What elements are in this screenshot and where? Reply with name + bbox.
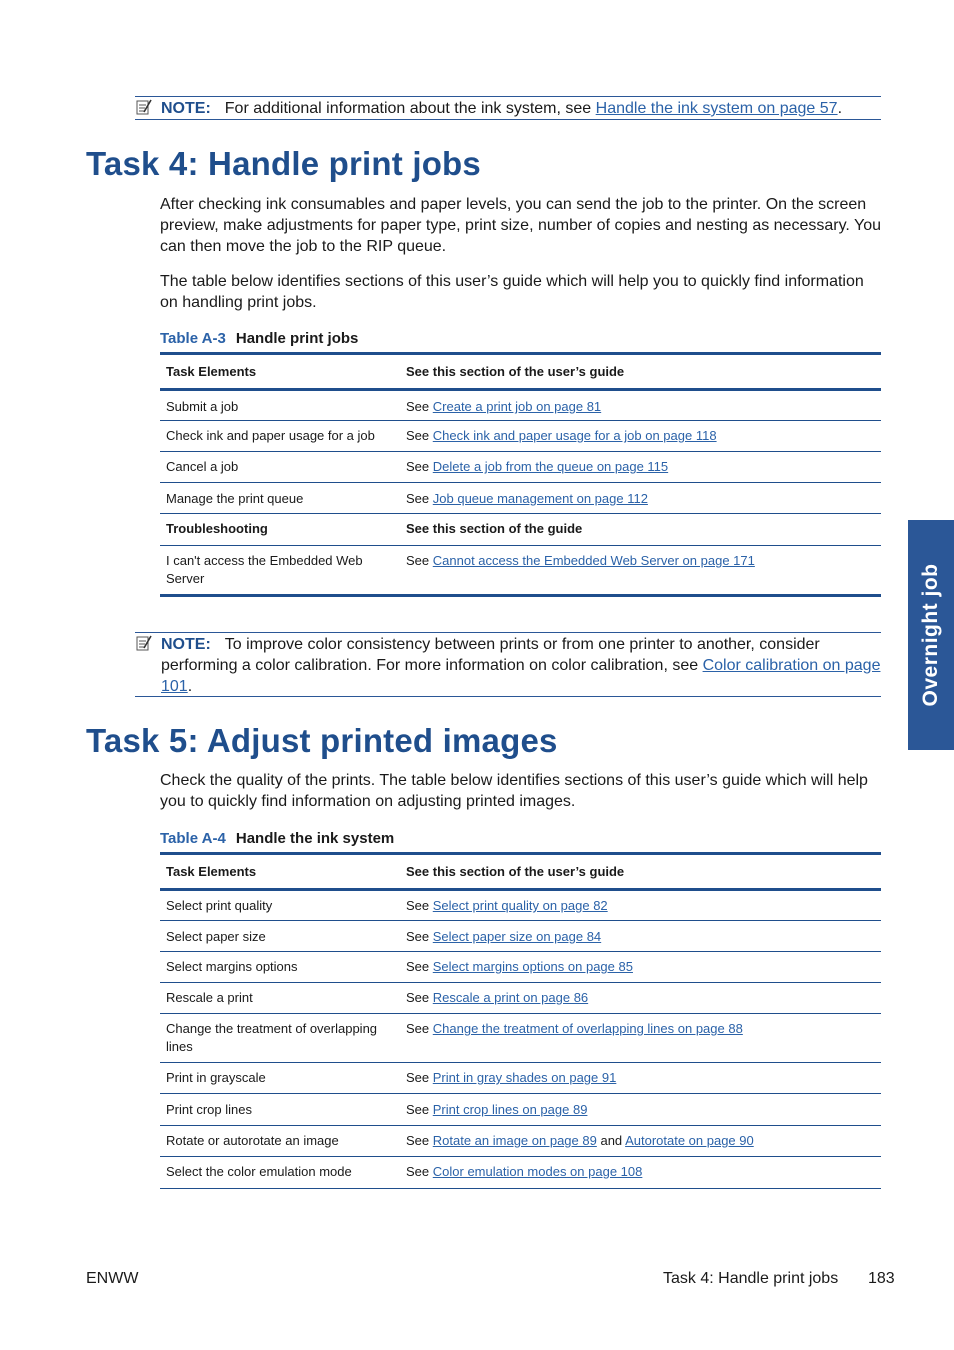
see-label: See bbox=[406, 990, 430, 1005]
caption-number: Table A-4 bbox=[160, 830, 226, 847]
note-label: NOTE: bbox=[161, 100, 211, 117]
section-link[interactable]: Check ink and paper usage for a job on page 118 bbox=[432, 428, 717, 443]
table-row bbox=[160, 390, 881, 421]
table-a3-caption bbox=[160, 330, 358, 347]
task-cell: Change the treatment of overlapping lines bbox=[160, 1014, 400, 1063]
task-cell: Print in grayscale bbox=[160, 1063, 400, 1094]
table-a4-caption bbox=[160, 830, 394, 847]
section-link[interactable]: Cannot access the Embedded Web Server on page 171 bbox=[432, 553, 755, 568]
table-row bbox=[160, 1157, 881, 1189]
section-link[interactable]: Job queue management on page 112 bbox=[432, 491, 648, 506]
note-link[interactable]: Handle the ink system on page 57 bbox=[595, 100, 838, 117]
footer-left: ENWW bbox=[86, 1270, 139, 1287]
col-header-section: See this section of the user’s guide bbox=[400, 354, 881, 390]
table-row bbox=[160, 1126, 881, 1157]
page-number: 183 bbox=[868, 1270, 895, 1287]
see-label: See bbox=[406, 959, 430, 974]
table-row bbox=[160, 983, 881, 1014]
section-link[interactable]: Select print quality on page 82 bbox=[432, 898, 608, 913]
section-link[interactable]: Print crop lines on page 89 bbox=[432, 1102, 588, 1117]
section-link[interactable]: Print in gray shades on page 91 bbox=[432, 1070, 617, 1085]
handle-print-jobs-table bbox=[160, 352, 881, 597]
see-label: See bbox=[406, 1133, 430, 1148]
note-tail: . bbox=[187, 678, 193, 695]
see-label: See bbox=[406, 428, 430, 443]
task-cell: Manage the print queue bbox=[160, 483, 400, 514]
note-link[interactable]: Color calibration on page 101 bbox=[161, 657, 881, 695]
table-row bbox=[160, 1014, 881, 1063]
table-row bbox=[160, 1094, 881, 1126]
see-label: See bbox=[406, 1021, 430, 1036]
section-link[interactable]: Create a print job on page 81 bbox=[432, 399, 602, 414]
and-text: and bbox=[600, 1133, 623, 1148]
task-cell: Select print quality bbox=[160, 890, 400, 921]
table-row bbox=[160, 890, 881, 921]
note-box bbox=[135, 632, 881, 697]
section-link[interactable]: Change the treatment of overlapping lines on page 88 bbox=[432, 1021, 743, 1036]
note-label: NOTE: bbox=[161, 636, 211, 653]
table-row bbox=[160, 952, 881, 983]
see-label: See bbox=[406, 1164, 430, 1179]
see-label: See bbox=[406, 459, 430, 474]
task-cell: Print crop lines bbox=[160, 1094, 400, 1126]
col-header-task: Task Elements bbox=[160, 354, 400, 390]
note-text: To improve color consistency between prints or from one printer to another, consider performing a color calibration. For more information on color calibration, see bbox=[161, 636, 820, 674]
note-icon bbox=[136, 635, 152, 651]
see-label: See bbox=[406, 929, 430, 944]
section-link[interactable]: Select margins options on page 85 bbox=[432, 959, 633, 974]
caption-title: Handle the ink system bbox=[235, 830, 395, 847]
troubleshooting-subheader bbox=[160, 514, 881, 546]
col-header-task: Task Elements bbox=[160, 854, 400, 890]
task-cell: Cancel a job bbox=[160, 452, 400, 483]
table-row bbox=[160, 483, 881, 514]
table-row bbox=[160, 921, 881, 952]
see-label: See bbox=[406, 898, 430, 913]
task4-heading: Task 4: Handle print jobs bbox=[86, 145, 481, 182]
subheader-task: Troubleshooting bbox=[160, 514, 400, 546]
caption-number: Table A-3 bbox=[160, 330, 226, 347]
col-header-section: See this section of the user’s guide bbox=[400, 854, 881, 890]
section-link[interactable]: Rescale a print on page 86 bbox=[432, 990, 589, 1005]
task-cell: Select margins options bbox=[160, 952, 400, 983]
task4-paragraph-1: After checking ink consumables and paper levels, you can send the job to the printer. On the screen preview, make adjustments for paper type, print size, number of copies and nesting as necessary. You can then move the job to the RIP queue. bbox=[160, 196, 881, 255]
see-label: See bbox=[406, 553, 430, 568]
section-link-2[interactable]: Autorotate on page 90 bbox=[625, 1133, 754, 1148]
see-label: See bbox=[406, 1102, 430, 1117]
task-cell: Rotate or autorotate an image bbox=[160, 1126, 400, 1157]
adjust-images-table bbox=[160, 852, 881, 1189]
subheader-section: See this section of the guide bbox=[400, 514, 881, 546]
chapter-side-tab bbox=[908, 520, 954, 750]
table-row bbox=[160, 1063, 881, 1094]
task-cell: Check ink and paper usage for a job bbox=[160, 421, 400, 452]
task-cell: Select paper size bbox=[160, 921, 400, 952]
note-icon bbox=[136, 99, 152, 115]
section-link[interactable]: Select paper size on page 84 bbox=[432, 929, 602, 944]
see-label: See bbox=[406, 491, 430, 506]
chapter-tab-label: Overnight job bbox=[919, 563, 942, 707]
table-row bbox=[160, 452, 881, 483]
section-link[interactable]: Color emulation modes on page 108 bbox=[432, 1164, 643, 1179]
table-row bbox=[160, 421, 881, 452]
task5-heading: Task 5: Adjust printed images bbox=[86, 722, 558, 759]
task5-paragraph-1: Check the quality of the prints. The table below identifies sections of this user’s guide which will help you to quickly find information on adjusting printed images. bbox=[160, 772, 868, 810]
task-cell: Submit a job bbox=[160, 390, 400, 421]
task4-paragraph-2: The table below identifies sections of this user’s guide which will help you to quickly find information on handling print jobs. bbox=[160, 273, 864, 311]
see-label: See bbox=[406, 399, 430, 414]
section-link[interactable]: Rotate an image on page 89 bbox=[432, 1133, 597, 1148]
section-link[interactable]: Delete a job from the queue on page 115 bbox=[432, 459, 669, 474]
table-row bbox=[160, 546, 881, 596]
note-tail: . bbox=[837, 100, 843, 117]
task-cell: Select the color emulation mode bbox=[160, 1157, 400, 1189]
task-cell: Rescale a print bbox=[160, 983, 400, 1014]
footer-section: Task 4: Handle print jobs bbox=[663, 1270, 839, 1287]
see-label: See bbox=[406, 1070, 430, 1085]
note-text: For additional information about the ink system, see bbox=[224, 100, 596, 117]
task-cell: I can't access the Embedded Web Server bbox=[160, 546, 400, 596]
caption-title: Handle print jobs bbox=[235, 330, 359, 347]
note-box bbox=[135, 96, 881, 120]
